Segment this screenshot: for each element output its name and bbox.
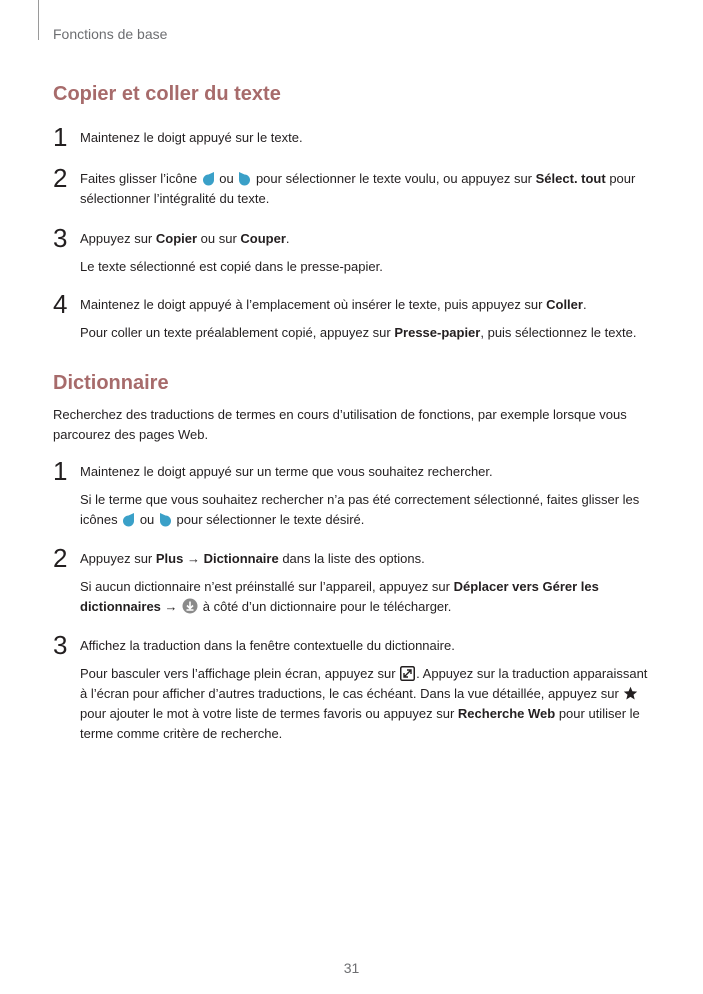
step-number: 1 [53, 122, 68, 152]
step-number: 2 [53, 163, 68, 193]
step-text: Maintenez le doigt appuyé sur le texte. [80, 130, 303, 145]
step-text: Faites glisser l’icône ou pour sélectionner le texte voulu, ou appuyez sur Sélect. tout pour sélectionner l’intégralité du texte. [80, 171, 636, 206]
step-note: Pour basculer vers l’affichage plein écran, appuyez sur . Appuyez sur la traduction apparaissant à l’écran pour afficher d’autres traductions, le cas échéant. Dans la vue détaillée, appuyez sur pour ajouter le mot à votre liste de termes favoris ou appuyez sur Recherche Web pour utiliser le terme comme critère de recherche. [80, 666, 648, 741]
dict-step-1 [53, 456, 653, 538]
copy-step-2 [53, 163, 653, 217]
step-number: 3 [53, 630, 68, 660]
step-note: Le texte sélectionné est copié dans le presse-papier. [80, 259, 383, 274]
right-handle-icon [159, 512, 172, 527]
left-handle-icon [202, 171, 215, 186]
step-text: Appuyez sur Copier ou sur Couper. [80, 231, 290, 246]
left-handle-icon [122, 512, 135, 527]
step-note: Pour coller un texte préalablement copié, appuyez sur Presse-papier, puis sélectionnez le texte. [80, 325, 637, 340]
fullscreen-icon [400, 666, 415, 681]
page-number: 31 [343, 960, 360, 976]
step-note: Si le terme que vous souhaitez rechercher n’a pas été correctement sélectionné, faites glisser les icônes ou pour sélectionner le texte désiré. [80, 492, 640, 527]
right-handle-icon [238, 171, 251, 186]
step-text: Appuyez sur Plus → Dictionnaire dans la liste des options. [80, 551, 425, 566]
dict-step-3 [53, 630, 653, 752]
step-number: 2 [53, 543, 68, 573]
copy-step-3 [53, 223, 653, 285]
step-number: 3 [53, 223, 68, 253]
step-note: Si aucun dictionnaire n’est préinstallé sur l’appareil, appuyez sur Déplacer vers Gérer les dictionnaires → à côté d’un dictionnaire pour le télécharger. [80, 579, 599, 614]
star-icon [623, 686, 638, 701]
heading-copy-paste: Copier et coller du texte [53, 83, 281, 105]
download-icon [182, 598, 198, 614]
dictionary-intro: Recherchez des traductions de termes en cours d’utilisation de fonctions, par exemple lorsque vous parcourez des pages Web. [53, 407, 627, 442]
copy-step-4 [53, 289, 653, 351]
copy-step-1 [53, 122, 653, 156]
section-header: Fonctions de base [53, 26, 168, 42]
step-number: 4 [53, 289, 68, 319]
header-rule [38, 0, 39, 40]
dict-step-2 [53, 543, 653, 625]
step-text: Maintenez le doigt appuyé sur un terme que vous souhaitez rechercher. [80, 464, 493, 479]
step-text: Affichez la traduction dans la fenêtre contextuelle du dictionnaire. [80, 638, 455, 653]
heading-dictionary: Dictionnaire [53, 372, 169, 394]
step-text: Maintenez le doigt appuyé à l’emplacement où insérer le texte, puis appuyez sur Coller. [80, 297, 587, 312]
step-number: 1 [53, 456, 68, 486]
